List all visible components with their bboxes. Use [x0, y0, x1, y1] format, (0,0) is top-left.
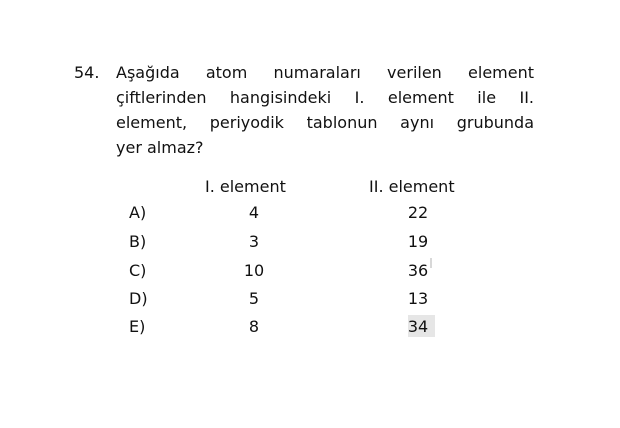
second-element-value: 36 — [407, 261, 429, 280]
first-element-value: 8 — [248, 317, 260, 336]
option-label: E) — [129, 317, 146, 336]
answer-row-c[interactable] — [74, 257, 534, 284]
first-element-value: 5 — [248, 289, 260, 308]
question-line: Aşağıda atom numaraları verilen element — [116, 63, 534, 82]
option-label: D) — [129, 289, 148, 308]
column-header-second-element: II. element — [369, 177, 455, 196]
answer-row-b[interactable] — [74, 228, 534, 255]
answer-row-a[interactable] — [74, 199, 534, 226]
question-line: çiftlerinden hangisindeki I. element ile II. — [116, 88, 534, 107]
first-element-value: 4 — [248, 203, 260, 222]
second-element-value: 34 — [407, 317, 429, 336]
first-element-value: 10 — [243, 261, 265, 280]
question-number: 54. — [74, 63, 100, 82]
question-line: yer almaz? — [116, 138, 204, 157]
question-text — [116, 60, 534, 160]
second-element-value: 19 — [407, 232, 429, 251]
answer-row-d[interactable] — [74, 285, 534, 312]
option-label: B) — [129, 232, 147, 251]
answer-row-e[interactable] — [74, 313, 534, 340]
option-label: C) — [129, 261, 147, 280]
second-element-value: 22 — [407, 203, 429, 222]
question-line: element, periyodik tablonun aynı grubunda — [116, 113, 534, 132]
first-element-value: 3 — [248, 232, 260, 251]
option-label: A) — [129, 203, 147, 222]
column-header-first-element: I. element — [205, 177, 286, 196]
second-element-value: 13 — [407, 289, 429, 308]
scan-artifact — [430, 258, 432, 268]
